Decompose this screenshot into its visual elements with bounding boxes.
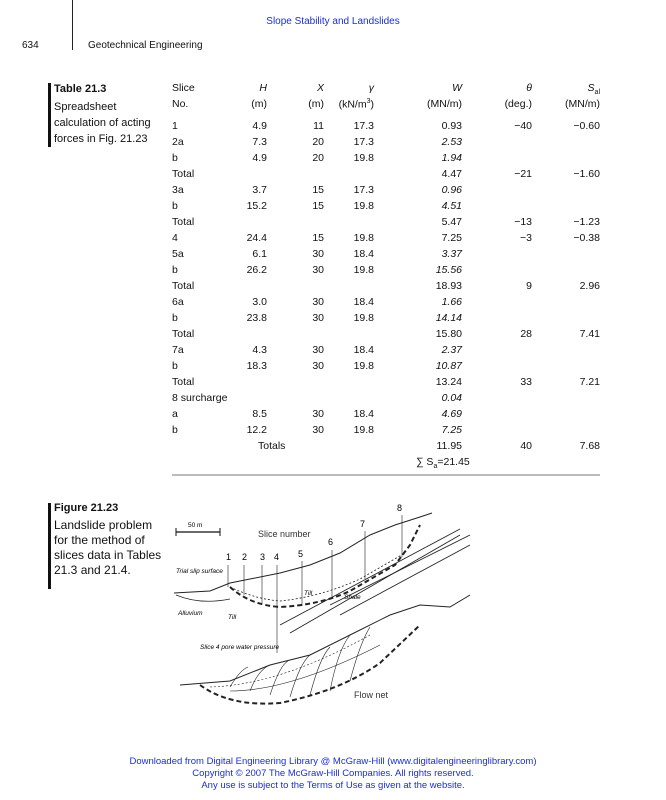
cell-x: 20 <box>312 152 324 164</box>
table-row <box>172 248 602 264</box>
cell-w: 10.87 <box>435 360 462 372</box>
cell-slice: 6a <box>172 296 184 308</box>
table-row <box>172 136 602 152</box>
cell-w: 0.96 <box>441 184 462 196</box>
footer-line-3: Any use is subject to the Terms of Use as given at the website. <box>201 780 465 791</box>
table-row <box>172 360 602 376</box>
cell-x: 15 <box>312 232 324 244</box>
cell-w: 4.47 <box>441 168 462 180</box>
cell-slice: 4 <box>172 232 178 244</box>
slice-label-5: 5 <box>298 549 304 559</box>
table-caption-text: Spreadsheet calculation of acting forces in Fig. 21.23 <box>54 101 151 145</box>
book-title: Geotechnical Engineering <box>88 40 203 51</box>
cell-x: 11 <box>313 120 324 132</box>
table-row <box>172 296 602 312</box>
cell-x: 30 <box>312 424 324 436</box>
cell-slice: b <box>172 200 178 212</box>
table-body <box>172 120 602 440</box>
sum-row <box>172 456 602 472</box>
table-row <box>172 376 602 392</box>
cell-slice: b <box>172 424 178 436</box>
cell-g: 18.4 <box>353 408 374 420</box>
table-row <box>172 120 602 136</box>
cell-w: 0.04 <box>441 392 462 404</box>
cell-w: 0.93 <box>441 120 462 132</box>
header-h: H <box>259 82 267 94</box>
cell-g: 19.8 <box>353 232 374 244</box>
cell-s: 7.41 <box>579 328 600 340</box>
cell-h: 3.0 <box>252 296 267 308</box>
totals-w: 11.95 <box>436 440 462 452</box>
cell-h: 18.3 <box>246 360 267 372</box>
cell-w: 1.94 <box>441 152 462 164</box>
cell-g: 19.8 <box>353 312 374 324</box>
cell-t: −3 <box>520 232 532 244</box>
cell-s: −0.60 <box>573 120 600 132</box>
header-gamma: γ <box>368 82 374 94</box>
slice-label-7: 7 <box>360 519 366 529</box>
cell-w: 3.37 <box>441 248 462 260</box>
cell-w: 4.69 <box>441 408 462 420</box>
flow-net-label: Flow net <box>354 690 389 700</box>
slice-label-4: 4 <box>274 552 280 562</box>
cell-slice: Total <box>172 280 195 292</box>
cell-s: −1.60 <box>573 168 600 180</box>
cell-h: 23.8 <box>246 312 267 324</box>
footer-line-1[interactable]: Downloaded from Digital Engineering Library @ McGraw-Hill (www.digitalengineeringlibrary.com) <box>129 756 537 767</box>
table-header-row-2 <box>172 98 602 120</box>
table-row <box>172 264 602 280</box>
cell-x: 30 <box>312 360 324 372</box>
cell-g: 19.8 <box>353 264 374 276</box>
cell-h: 4.9 <box>252 120 267 132</box>
shale-label: Shale <box>344 594 361 601</box>
table-row <box>172 152 602 168</box>
cell-slice: b <box>172 264 178 276</box>
figure-caption-bar <box>48 503 51 589</box>
cell-x: 15 <box>312 200 324 212</box>
table-caption-bar <box>48 83 51 147</box>
cell-slice: 7a <box>172 344 184 356</box>
header-sal-symbol: S <box>587 82 595 94</box>
cell-x: 30 <box>312 344 324 356</box>
cell-slice: b <box>172 312 178 324</box>
cell-h: 4.9 <box>252 152 267 164</box>
landslide-figure <box>170 495 480 715</box>
slice-label-8: 8 <box>397 503 403 513</box>
pore-pressure-label <box>200 644 280 651</box>
sum-label: S <box>426 456 434 468</box>
sum-expression <box>416 456 470 470</box>
table-row <box>172 184 602 200</box>
cell-x: 30 <box>312 296 324 308</box>
cell-h: 12.2 <box>246 424 267 436</box>
header-theta: θ <box>526 82 532 94</box>
cell-slice: Total <box>172 328 195 340</box>
cell-g: 17.3 <box>353 120 374 132</box>
cell-slice: 3a <box>172 184 184 196</box>
cell-g: 19.8 <box>353 152 374 164</box>
footer <box>0 756 666 792</box>
cell-w: 15.80 <box>435 328 462 340</box>
cell-w: 1.66 <box>441 296 462 308</box>
alluvium-label: Alluvium <box>178 610 203 617</box>
page-number: 634 <box>22 40 39 51</box>
table-row <box>172 200 602 216</box>
cell-t: −21 <box>514 168 532 180</box>
table-bottom-rule <box>172 474 600 476</box>
table-row <box>172 232 602 248</box>
scale-bar <box>176 522 220 536</box>
cell-x: 15 <box>312 184 324 196</box>
table-row <box>172 328 602 344</box>
table-row <box>172 280 602 296</box>
header-sal-sub: al <box>594 89 600 97</box>
header-sal-unit: (MN/m) <box>565 98 600 110</box>
table-caption-title: Table 21.3 <box>54 83 107 95</box>
cell-g: 19.8 <box>353 360 374 372</box>
cell-x: 30 <box>312 248 324 260</box>
till-label-2: Till <box>304 590 313 597</box>
cell-h: 7.3 <box>252 136 267 148</box>
table-row <box>172 344 602 360</box>
cell-t: 9 <box>526 280 532 292</box>
cell-g: 19.8 <box>353 424 374 436</box>
cell-w: 2.53 <box>441 136 462 148</box>
header-x: X <box>316 82 324 94</box>
totals-sal: 7.68 <box>579 440 600 452</box>
table-row <box>172 392 602 408</box>
cell-g: 18.4 <box>353 344 374 356</box>
slice-number-label: Slice number <box>258 529 311 539</box>
cell-x: 20 <box>312 136 324 148</box>
cell-w: 2.37 <box>441 344 462 356</box>
cell-slice: 5a <box>172 248 184 260</box>
cell-h: 4.3 <box>252 344 267 356</box>
cell-h: 24.4 <box>246 232 267 244</box>
table-row <box>172 216 602 232</box>
slice-label-3: 3 <box>260 552 266 562</box>
header-sal <box>588 82 600 96</box>
table-header-row-1 <box>172 82 602 98</box>
cell-w: 13.24 <box>435 376 462 388</box>
cell-h: 15.2 <box>246 200 267 212</box>
cell-slice: Total <box>172 376 195 388</box>
cell-g: 19.8 <box>353 200 374 212</box>
header-w-unit: (MN/m) <box>427 98 462 110</box>
slice-label-6: 6 <box>328 537 334 547</box>
cell-w: 5.47 <box>441 216 462 228</box>
cell-slice: b <box>172 152 178 164</box>
cell-g: 17.3 <box>353 184 374 196</box>
cell-t: 28 <box>520 328 532 340</box>
cell-w: 4.51 <box>441 200 462 212</box>
cell-slice: b <box>172 360 178 372</box>
cell-slice: Total <box>172 216 195 228</box>
slice-label-2: 2 <box>242 552 248 562</box>
sum-sub: a <box>433 463 438 471</box>
table-row <box>172 408 602 424</box>
slice-label-1: 1 <box>226 552 232 562</box>
cell-x: 30 <box>312 264 324 276</box>
totals-label: Totals <box>258 440 286 452</box>
sum-symbol: ∑ <box>416 456 424 468</box>
pore-pressure-label-text: Slice 4 pore water pressure <box>200 644 280 651</box>
cell-slice: 1 <box>172 120 178 132</box>
cell-h: 6.1 <box>252 248 267 260</box>
scale-label: 50 m <box>188 522 203 529</box>
cell-g: 17.3 <box>353 136 374 148</box>
header-no: No. <box>172 98 189 110</box>
cell-h: 26.2 <box>246 264 267 276</box>
cell-w: 7.25 <box>441 232 462 244</box>
cell-slice: 2a <box>172 136 184 148</box>
cell-s: 7.21 <box>579 376 600 388</box>
cell-s: −0.38 <box>573 232 600 244</box>
figure-caption-title: Figure 21.23 <box>54 502 119 514</box>
trial-slip-label <box>176 568 223 575</box>
cell-s: 2.96 <box>579 280 600 292</box>
table-row <box>172 312 602 328</box>
gamma-unit-sup: 3 <box>366 98 371 105</box>
table-row <box>172 168 602 184</box>
sum-value: =21.45 <box>437 456 470 468</box>
header-divider <box>72 0 73 50</box>
acting-forces-table <box>172 82 602 472</box>
cell-g: 18.4 <box>353 248 374 260</box>
cell-t: −13 <box>514 216 532 228</box>
till-label-1: Till <box>228 614 237 621</box>
footer-line-2: Copyright © 2007 The McGraw-Hill Companies. All rights reserved. <box>192 768 474 779</box>
cell-s: −1.23 <box>573 216 600 228</box>
table-row <box>172 424 602 440</box>
cell-w: 15.56 <box>435 264 462 276</box>
header-gamma-unit <box>339 98 374 111</box>
cell-h: 3.7 <box>252 184 267 196</box>
gamma-unit-base: (kN/m <box>338 98 367 111</box>
header-x-unit: (m) <box>308 98 324 110</box>
cell-t: 33 <box>520 376 532 388</box>
upper-cross-section <box>174 513 470 653</box>
cell-slice: a <box>172 408 178 420</box>
header-w: W <box>452 82 462 94</box>
totals-theta: 40 <box>520 440 532 452</box>
trial-slip-label-text: Trial slip surface <box>176 568 223 575</box>
figure-caption-text: Landslide problem for the method of slices data in Tables 21.3 and 21.4. <box>54 518 162 577</box>
header-theta-unit: (deg.) <box>504 98 532 110</box>
cell-x: 30 <box>312 408 324 420</box>
cell-slice: Total <box>172 168 195 180</box>
cell-x: 30 <box>312 312 324 324</box>
running-head: Slope Stability and Landslides <box>266 16 400 27</box>
cell-w: 14.14 <box>435 312 462 324</box>
cell-g: 18.4 <box>353 296 374 308</box>
cell-slice: 8 surcharge <box>172 392 228 404</box>
header-h-unit: (m) <box>251 98 267 110</box>
header-slice: Slice <box>172 82 195 94</box>
cell-h: 8.5 <box>252 408 267 420</box>
cell-w: 18.93 <box>435 280 462 292</box>
gamma-unit-end: ) <box>370 98 374 111</box>
cell-w: 7.25 <box>441 424 462 436</box>
cell-t: −40 <box>514 120 532 132</box>
totals-row <box>172 440 602 456</box>
